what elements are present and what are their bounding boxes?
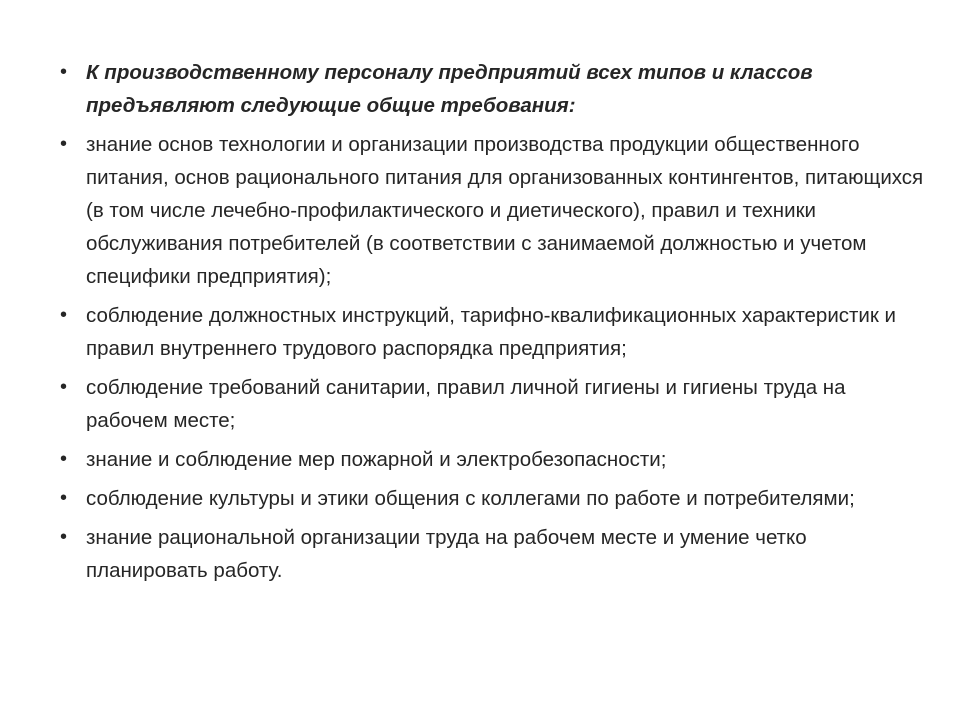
list-item-text: соблюдение требований санитарии, правил личной гигиены и гигиены труда на рабочем месте; bbox=[86, 376, 846, 432]
bullet-icon: • bbox=[60, 487, 68, 509]
bullet-icon: • bbox=[60, 526, 68, 548]
bullet-icon: • bbox=[60, 304, 68, 326]
list-item bbox=[58, 482, 930, 515]
list-item bbox=[58, 443, 930, 476]
list-item bbox=[58, 521, 930, 587]
bullet-icon: • bbox=[60, 376, 68, 398]
bullet-icon: • bbox=[60, 133, 68, 155]
list-item-text: знание рациональной организации труда на рабочем месте и умение четко планировать работу. bbox=[86, 526, 807, 582]
list-item-heading bbox=[58, 56, 930, 122]
list-item-text: соблюдение должностных инструкций, тарифно-квалификационных характеристик и правил внутреннего трудового распорядка предприятия; bbox=[86, 304, 896, 360]
requirements-list bbox=[58, 56, 930, 593]
list-item-text: знание и соблюдение мер пожарной и электробезопасности; bbox=[86, 448, 667, 471]
list-item-text: знание основ технологии и организации производства продукции общественного питания, основ рационального питания для организованных контингентов, питающихся (в том числе лечебно-профилактического и диетического), правил и техники обслуживания потребителей (в соответствии с занимаемой должностью и учетом специфики предприятия); bbox=[86, 133, 924, 288]
list-item-text: К производственному персоналу предприятий всех типов и классов предъявляют следующие общие требования: bbox=[86, 61, 813, 117]
list-item bbox=[58, 128, 930, 293]
bullet-icon: • bbox=[60, 448, 68, 470]
bullet-icon: • bbox=[60, 61, 68, 83]
list-item bbox=[58, 371, 930, 437]
list-item-text: соблюдение культуры и этики общения с коллегами по работе и потребителями; bbox=[86, 487, 855, 510]
list-item bbox=[58, 299, 930, 365]
